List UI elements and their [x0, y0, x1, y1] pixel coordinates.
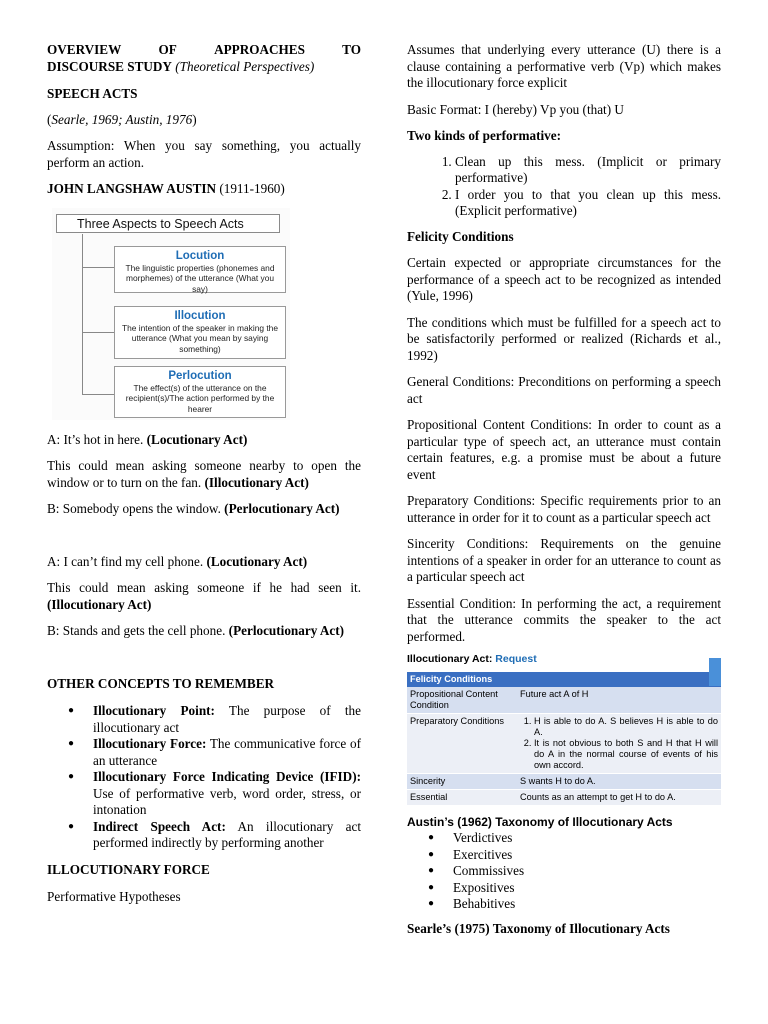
table-cell-label: Essential — [407, 789, 517, 805]
left-column — [47, 42, 361, 916]
performative-hypotheses: Performative Hypotheses — [47, 889, 181, 904]
locution-title: Locution — [175, 249, 225, 262]
list-item: ● Exercitives — [453, 847, 721, 864]
propositional-conditions: Propositional Content Conditions: In order to count as a particular type of speech act, an utterance must contain certain features, e.g. a promise must be about a future event — [407, 417, 721, 482]
table-cell-label: Preparatory Conditions — [407, 713, 517, 773]
example2-meaning-label: (Illocutionary Act) — [47, 596, 152, 612]
concepts-list — [47, 703, 361, 852]
list-item: ● Verdictives — [453, 830, 721, 847]
table-cell-label: Propositional Content Condition — [407, 687, 517, 714]
list-item — [93, 703, 361, 736]
illocutionary-force-heading: ILLOCUTIONARY FORCE — [47, 861, 210, 877]
example1-b — [47, 501, 361, 518]
table-header: Felicity Conditions — [407, 672, 721, 687]
example2-b — [47, 623, 361, 640]
example2-meaning — [47, 580, 361, 613]
table-title-request: Request — [495, 653, 537, 665]
example2-a — [47, 554, 361, 571]
austin-heading — [47, 181, 361, 198]
concept-term: Illocutionary Force Indicating Device (IFID): — [93, 769, 361, 784]
essential-condition: Essential Condition: In performing the act, a requirement that the utterance commits the speaker to the act performed. — [407, 595, 721, 644]
diagram-connector — [82, 267, 114, 268]
citation-close: ) — [192, 111, 197, 127]
example1-a — [47, 432, 361, 449]
preparatory-conditions: Preparatory Conditions: Specific requirements prior to an utterance in order for it to count as a particular speech act — [407, 493, 721, 525]
concept-def: Use of performative verb, word order, stress, or intonation — [93, 785, 361, 817]
example1-a-label: (Locutionary Act) — [146, 431, 248, 447]
concept-term: Illocutionary Force: — [93, 736, 207, 751]
locution-box — [114, 246, 286, 293]
example1-b-label: (Perlocutionary Act) — [224, 501, 340, 516]
assumes-paragraph: Assumes that underlying every utterance (U) there is a clause containing a performative verb (Vp) which makes the illocutionary force explicit — [407, 42, 721, 90]
title-word: OF — [158, 42, 177, 57]
list-item: ● Behabitives — [453, 896, 721, 913]
doc-title-line1 — [47, 42, 361, 59]
two-kinds-heading: Two kinds of performative: — [407, 128, 561, 143]
list-item: ● Expositives — [453, 880, 721, 897]
example2-b-text: B: Stands and gets the cell phone. — [47, 623, 229, 638]
perlocution-box — [114, 366, 286, 418]
felicity-def-richards: The conditions which must be fulfilled for a speech act to be satisfactorily performed or realized (Richards et al., 1992) — [407, 314, 721, 363]
decorative-stripe — [709, 658, 721, 686]
austin-taxonomy-heading: Austin’s (1962) Taxonomy of Illocutionary Acts — [407, 814, 673, 829]
locution-desc: The linguistic properties (phonemes and morphemes) of the utterance (What you say) — [125, 262, 275, 294]
diagram-title: Three Aspects to Speech Acts — [56, 214, 280, 233]
table-cell-label: Sincerity — [407, 773, 517, 789]
list-item — [93, 736, 361, 769]
example1-meaning-label: (Illocutionary Act) — [204, 474, 309, 490]
table-cell-value: Future act A of H — [517, 687, 721, 714]
illocution-title: Illocution — [174, 309, 226, 322]
table-row — [407, 789, 721, 805]
basic-format: Basic Format: I (hereby) Vp you (that) U — [407, 101, 624, 117]
table-cell-value: Counts as an attempt to get H to do A. — [517, 789, 721, 805]
list-item: 2. It is not obvious to both S and H that H will do A in the normal course of events of his own accord. — [534, 738, 718, 771]
table-cell-value: S wants H to do A. — [517, 773, 721, 789]
citation-open: ( — [47, 111, 52, 127]
assumption: Assumption: When you say something, you actually perform an action. — [47, 138, 361, 170]
perlocution-title: Perlocution — [168, 369, 232, 382]
three-aspects-diagram — [52, 208, 290, 420]
example2-a-label: (Locutionary Act) — [206, 553, 308, 569]
perlocution-desc: The effect(s) of the utterance on the recipient(s)/The action performed by the hearer — [125, 382, 275, 414]
table-row — [407, 773, 721, 789]
concept-def: The communicative force of an utterance — [93, 736, 361, 768]
austin-taxonomy-list — [407, 830, 721, 913]
right-column — [407, 42, 721, 946]
concept-term: Indirect Speech Act: — [93, 818, 226, 834]
example1-b-text: B: Somebody opens the window. — [47, 501, 225, 516]
felicity-table-wrap — [407, 672, 721, 806]
diagram-connector — [82, 234, 83, 394]
title-line2-text: DISCOURSE STUDY — [47, 58, 172, 74]
example1-meaning — [47, 458, 361, 491]
table-row — [407, 687, 721, 714]
list-item — [93, 769, 361, 819]
speech-acts-heading: SPEECH ACTS — [47, 86, 138, 101]
table-title-prefix: Illocutionary Act: — [407, 653, 496, 665]
title-word: TO — [342, 42, 361, 57]
diagram-connector — [82, 332, 114, 333]
concept-def: The purpose of the illocutionary act — [93, 703, 361, 735]
example2-meaning-text: This could mean asking someone if he had seen it. — [47, 580, 361, 595]
illocution-box — [114, 306, 286, 359]
concept-term: Illocutionary Point: — [93, 703, 215, 718]
list-item — [93, 819, 361, 852]
felicity-def-yule: Certain expected or appropriate circumstances for the performance of a speech act to be recognized as intended (Yule, 1996) — [407, 255, 721, 303]
general-conditions: General Conditions: Preconditions on performing a speech act — [407, 374, 721, 406]
felicity-heading: Felicity Conditions — [407, 228, 514, 244]
austin-name: JOHN LANGSHAW AUSTIN — [47, 181, 217, 196]
example1-meaning-text: This could mean asking someone nearby to open the window or to turn on the fan. — [47, 458, 361, 490]
searle-taxonomy-heading: Searle’s (1975) Taxonomy of Illocutionary Acts — [407, 920, 670, 936]
table-title — [407, 651, 721, 668]
title-word: OVERVIEW — [47, 42, 122, 57]
performatives-list — [407, 154, 721, 220]
title-word: APPROACHES — [214, 42, 305, 57]
sincerity-conditions: Sincerity Conditions: Requirements on the genuine intentions of a speaker in order for an utterance to count as a particular speech act — [407, 536, 721, 584]
title-subtitle: (Theoretical Perspectives) — [175, 58, 315, 74]
felicity-table — [407, 672, 721, 806]
table-cell-value — [517, 713, 721, 773]
citation — [47, 112, 361, 129]
example2-b-label: (Perlocutionary Act) — [228, 623, 345, 638]
example2-a-text: A: I can’t find my cell phone. — [47, 553, 207, 569]
list-item: 1. H is able to do A. S believes H is able to do A. — [534, 716, 718, 738]
list-item: 1. Clean up this mess. (Implicit or primary performative) — [455, 154, 721, 187]
doc-title-line2 — [47, 59, 361, 76]
citation-text: Searle, 1969; Austin, 1976 — [51, 111, 193, 127]
preparatory-items — [520, 716, 718, 771]
illocution-desc: The intention of the speaker in making the utterance (What you mean by saying something) — [122, 322, 278, 354]
list-item: 2. I order you to that you clean up this mess. (Explicit performative) — [455, 187, 721, 220]
austin-years: (1911-1960) — [216, 181, 285, 196]
other-concepts-heading: OTHER CONCEPTS TO REMEMBER — [47, 675, 275, 691]
list-item: ● Commissives — [453, 863, 721, 880]
table-row — [407, 713, 721, 773]
concept-def: An illocutionary act performed indirectly by performing another — [93, 818, 361, 850]
example1-a-text: A: It’s hot in here. — [47, 431, 147, 447]
diagram-connector — [82, 394, 114, 395]
